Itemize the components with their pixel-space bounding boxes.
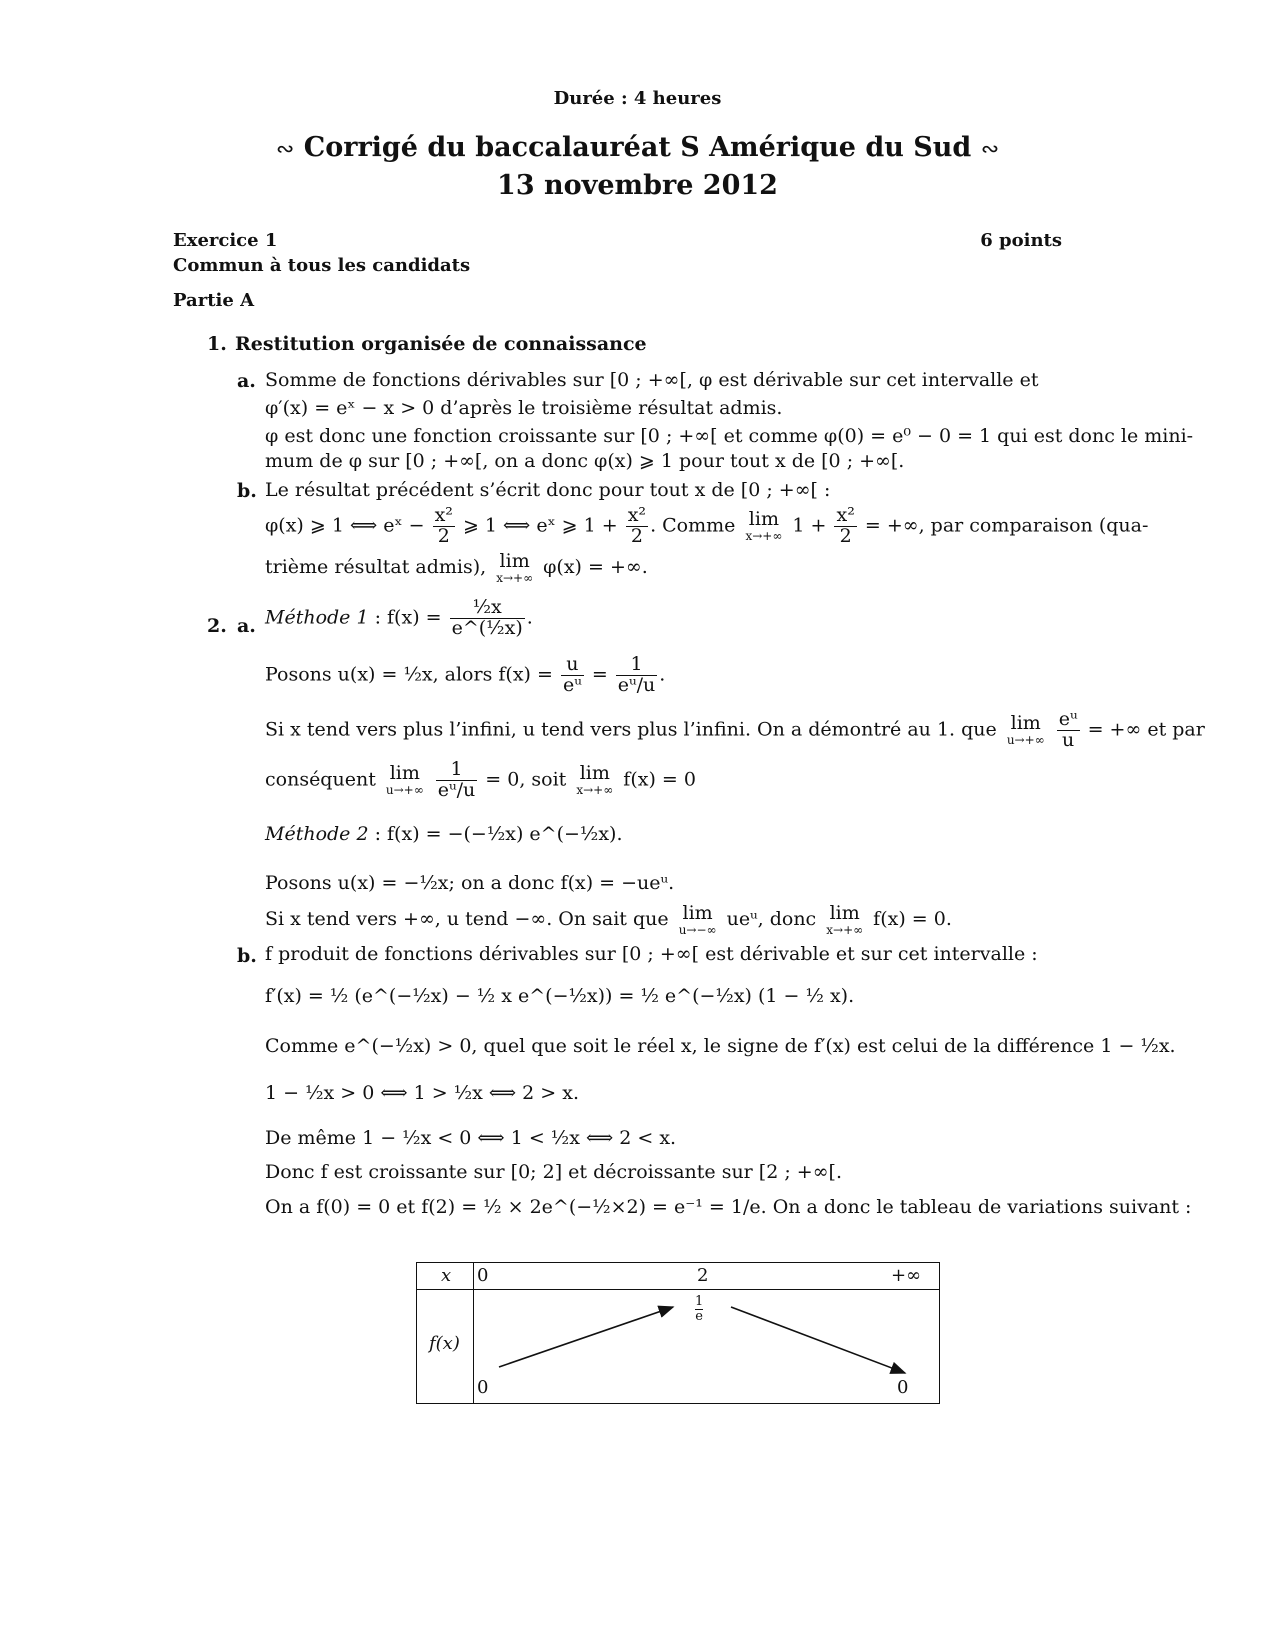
frac-den: eᵘ/u bbox=[617, 673, 656, 696]
posons1-text: Posons u(x) = ½x, alors f(x) = bbox=[265, 663, 553, 686]
q2b-line3: Comme e^(−½x) > 0, quel que soit le réel x, le signe de f′(x) est celui de la différence 1 − ½x. bbox=[265, 1035, 1176, 1057]
lim-text: lim bbox=[682, 902, 713, 924]
q2b-line4: 1 − ½x > 0 ⟺ 1 > ½x ⟺ 2 > x. bbox=[265, 1082, 580, 1104]
q1b-eq-part3: 1 + bbox=[792, 514, 827, 537]
q1b-eq-part1: φ(x) ⩾ 1 ⟺ eˣ − bbox=[265, 514, 425, 537]
fraction-x2-over-2 bbox=[433, 506, 455, 547]
variation-arrows bbox=[417, 1263, 939, 1403]
frac-num: 1 bbox=[436, 760, 477, 781]
ornament-right-icon: ∾ bbox=[980, 137, 1000, 162]
fraction-1-over-euu bbox=[616, 655, 657, 696]
q1b-eq-part2: ⩾ 1 ⟺ eˣ ⩾ 1 + bbox=[462, 514, 618, 537]
q2b-label: b. bbox=[237, 945, 257, 967]
si2-end: f(x) = 0. bbox=[873, 908, 952, 930]
frac-den: eᵘ/u bbox=[437, 778, 476, 801]
fmax-num: 1 bbox=[695, 1294, 704, 1309]
lim-text: lim bbox=[389, 762, 420, 785]
q1a-label: a. bbox=[237, 370, 256, 392]
q2a-method1: Méthode 1 : f(x) = $\frac{\text{½x}}{\text{e\textasciicircum{}(½x)}}$ . bbox=[265, 596, 533, 639]
limit-operator bbox=[386, 764, 424, 796]
q2a-posons2: Posons u(x) = −½x; on a donc f(x) = −ueᵘ. bbox=[265, 872, 675, 894]
variation-table bbox=[416, 1262, 940, 1404]
limit-operator bbox=[576, 764, 613, 796]
q1-title: Restitution organisée de connaissance bbox=[235, 333, 647, 355]
si1-end: = +∞ et par bbox=[1087, 718, 1205, 741]
frac-num: x² bbox=[434, 504, 453, 526]
q2-number: 2. bbox=[207, 615, 227, 637]
q2b-line5: De même 1 − ½x < 0 ⟺ 1 < ½x ⟺ 2 < x. bbox=[265, 1127, 677, 1149]
table-fx-label: f(x) bbox=[429, 1333, 460, 1354]
lim-sub: x→+∞ bbox=[576, 783, 614, 798]
q1b-label: b. bbox=[237, 480, 257, 502]
fraction-u-over-eu bbox=[561, 655, 584, 696]
q1-number: 1. bbox=[207, 333, 227, 355]
q1b-eq-part4: = +∞, par comparaison (qua- bbox=[864, 514, 1149, 537]
table-x1: 2 bbox=[697, 1265, 709, 1286]
q2a-method2 bbox=[265, 823, 623, 845]
method1-label: Méthode 1 bbox=[265, 606, 369, 629]
frac-num: eᵘ bbox=[1058, 708, 1078, 730]
limit-operator bbox=[679, 904, 717, 936]
lim-sub: u→−∞ bbox=[678, 923, 717, 937]
lim-text: lim bbox=[499, 550, 530, 572]
lim-sub: x→+∞ bbox=[496, 571, 534, 585]
frac-den: 2 bbox=[839, 524, 852, 547]
q1b-line1: Le résultat précédent s’écrit donc pour tout x de [0 ; +∞[ : bbox=[265, 479, 831, 501]
q1b-comme: . Comme bbox=[650, 514, 736, 537]
lim-sub: u→+∞ bbox=[1006, 733, 1045, 748]
frac-num: ½x bbox=[450, 598, 525, 619]
q1a-line4: mum de φ sur [0 ; +∞[, on a donc φ(x) ⩾ 1 pour tout x de [0 ; +∞[. bbox=[265, 450, 905, 472]
frac-num: u bbox=[561, 655, 584, 676]
fraction-1-over-euu bbox=[436, 760, 477, 801]
q2a-consequent bbox=[265, 760, 696, 801]
document-title bbox=[0, 132, 1275, 163]
table-fend: 0 bbox=[897, 1377, 909, 1398]
frac-den: 2 bbox=[630, 524, 643, 547]
lim-text: lim bbox=[829, 902, 860, 924]
lim-sub: x→+∞ bbox=[826, 923, 864, 937]
increasing-arrow bbox=[499, 1307, 673, 1367]
consequent-text: conséquent bbox=[265, 768, 376, 791]
fraction-method1 bbox=[450, 598, 525, 639]
lim-text: lim bbox=[748, 508, 779, 531]
ornament-left-icon: ∾ bbox=[275, 137, 295, 162]
limit-operator bbox=[826, 904, 863, 936]
frac-num: x² bbox=[627, 504, 647, 526]
method2-text: : f(x) = −(−½x) e^(−½x). bbox=[368, 823, 623, 845]
part-heading: Partie A bbox=[173, 290, 255, 311]
frac-den: 2 bbox=[437, 524, 450, 547]
q1b-line2 bbox=[265, 506, 1148, 547]
q2b-line6: Donc f est croissante sur [0; 2] et décroissante sur [2 ; +∞[. bbox=[265, 1161, 842, 1183]
fraction-x2-over-2 bbox=[834, 506, 856, 547]
q1b-line3-text: trième résultat admis), bbox=[265, 556, 487, 578]
frac-num: 1 bbox=[616, 655, 657, 676]
lim-text: lim bbox=[1010, 712, 1041, 735]
q1a-line1: Somme de fonctions dérivables sur [0 ; +∞[, φ est dérivable sur cet intervalle et bbox=[265, 369, 1039, 391]
frac-den: u bbox=[1061, 728, 1075, 751]
q2a-si2 bbox=[265, 904, 952, 936]
consequent-end: f(x) = 0 bbox=[623, 768, 696, 791]
si2-mid: ueᵘ, donc bbox=[726, 908, 817, 930]
table-f0: 0 bbox=[477, 1377, 489, 1398]
q2b-line1: f produit de fonctions dérivables sur [0 ; +∞[ est dérivable et sur cet intervalle : bbox=[265, 943, 1038, 965]
q2a-posons1: Posons u(x) = ½x, alors f(x) = $\frac{u}{\text{eᵘ}}$ = $\frac{1}{\text{eᵘ/u}}$ . bbox=[265, 653, 666, 696]
limit-operator bbox=[745, 510, 782, 542]
duration: Durée : 4 heures bbox=[553, 88, 722, 109]
q1b-line3-end: φ(x) = +∞. bbox=[543, 556, 648, 578]
document-date: 13 novembre 2012 bbox=[497, 170, 778, 201]
lim-sub: x→+∞ bbox=[745, 529, 783, 544]
fmax-den: e bbox=[695, 1309, 703, 1325]
fraction-eu-over-u bbox=[1057, 710, 1080, 751]
frac-den: eᵘ bbox=[562, 673, 582, 696]
decreasing-arrow bbox=[731, 1307, 905, 1373]
exercise-points: 6 points bbox=[980, 230, 1062, 251]
limit-operator bbox=[1007, 714, 1045, 746]
method2-label: Méthode 2 bbox=[265, 823, 369, 845]
fraction-x2-over-2 bbox=[626, 506, 648, 547]
q2b-line2: f′(x) = ½ (e^(−½x) − ½ x e^(−½x)) = ½ e^(−½x) (1 − ½ x). bbox=[265, 985, 855, 1007]
q2a-si1 bbox=[265, 710, 1205, 751]
consequent-mid: = 0, soit bbox=[485, 768, 567, 791]
q1a-line2: φ′(x) = eˣ − x > 0 d’après le troisième résultat admis. bbox=[265, 397, 783, 419]
frac-num: x² bbox=[836, 504, 855, 526]
si2-text: Si x tend vers +∞, u tend −∞. On sait que bbox=[265, 908, 669, 930]
si1-text: Si x tend vers plus l’infini, u tend vers plus l’infini. On a démontré au 1. que bbox=[265, 718, 997, 741]
limit-operator bbox=[496, 552, 533, 584]
q1a-line3: φ est donc une fonction croissante sur [0 ; +∞[ et comme φ(0) = e⁰ − 0 = 1 qui est donc le mini- bbox=[265, 425, 1194, 447]
q2a-label: a. bbox=[237, 615, 256, 637]
method1-text: : f(x) = bbox=[368, 606, 442, 629]
lim-sub: u→+∞ bbox=[385, 783, 424, 798]
title-text: Corrigé du baccalauréat S Amérique du Sud bbox=[303, 132, 972, 163]
lim-text: lim bbox=[579, 762, 610, 785]
q1b-line3 bbox=[265, 552, 648, 584]
exercise-name: Exercice 1 bbox=[173, 230, 278, 251]
exercise-subtitle: Commun à tous les candidats bbox=[173, 255, 471, 276]
table-x2: +∞ bbox=[891, 1265, 922, 1286]
equals-sign: = bbox=[591, 663, 608, 686]
q2b-line7: On a f(0) = 0 et f(2) = ½ × 2e^(−½×2) = e⁻¹ = 1/e. On a donc le tableau de variations suivant : bbox=[265, 1196, 1192, 1218]
frac-den: e^(½x) bbox=[451, 616, 523, 639]
table-x-label: x bbox=[441, 1265, 452, 1286]
table-x0: 0 bbox=[477, 1265, 489, 1286]
